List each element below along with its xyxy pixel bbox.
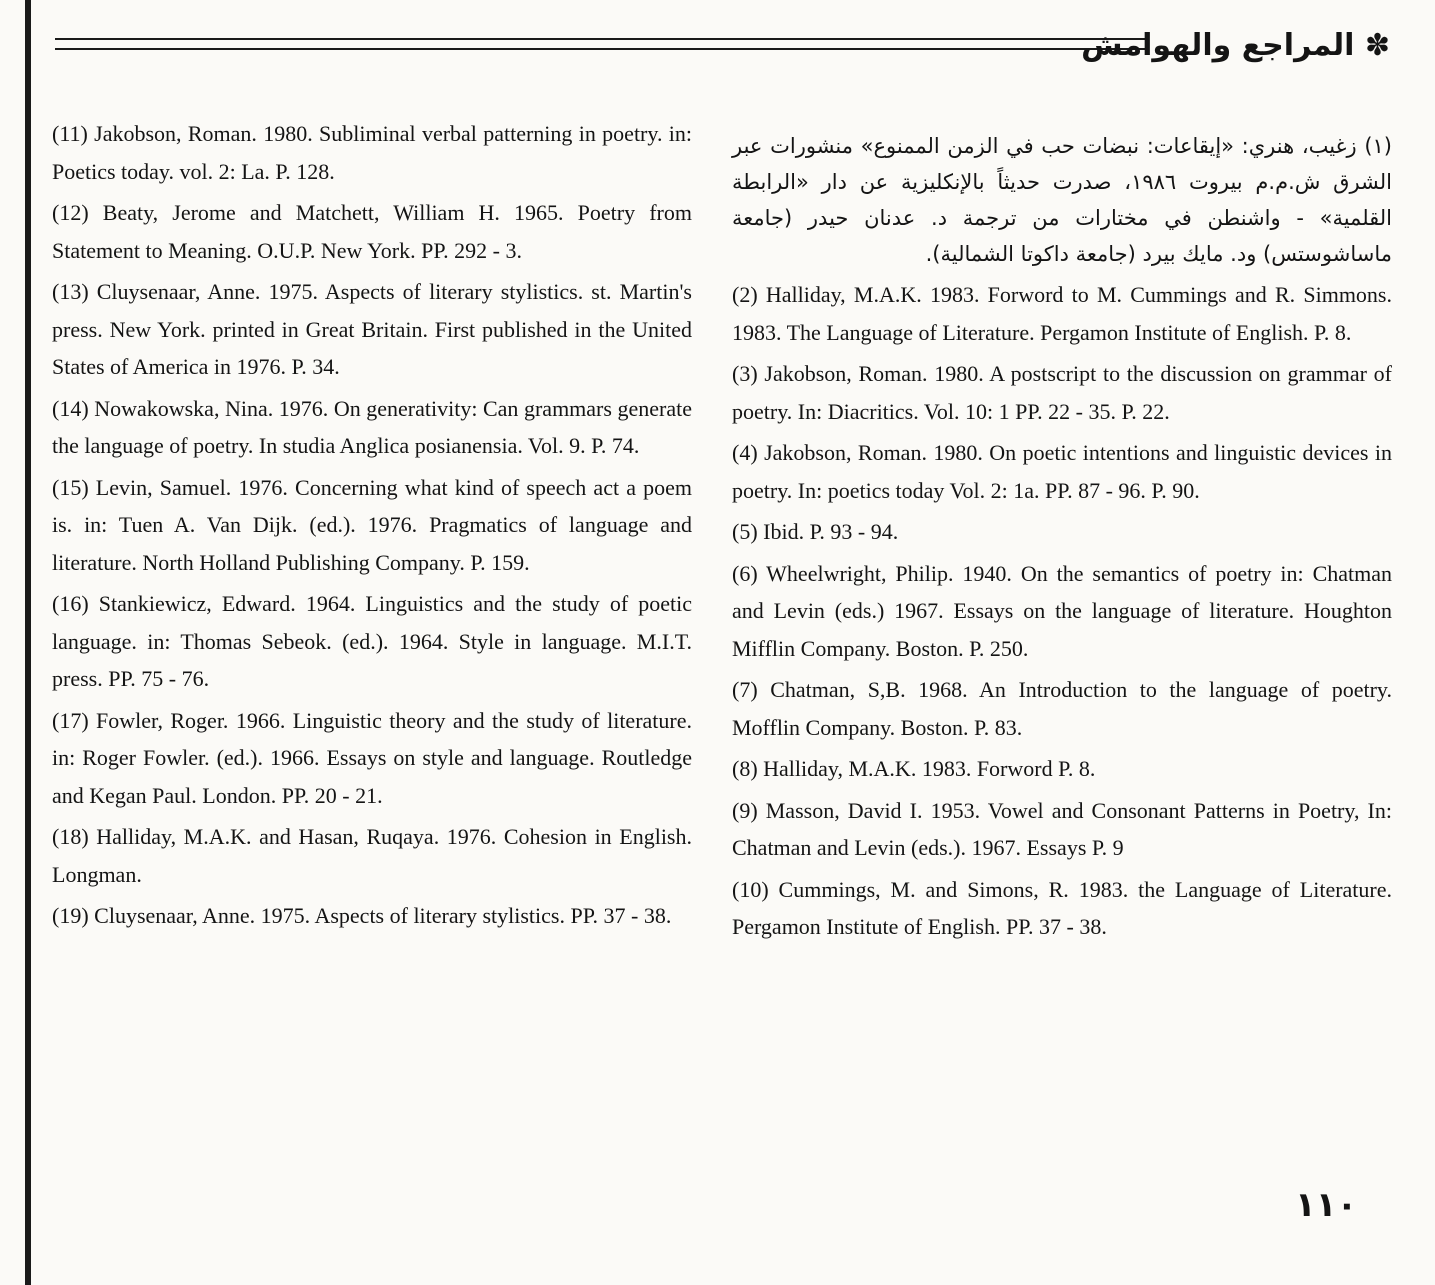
page-number: ١١٠ [1295, 1185, 1358, 1225]
reference-15: (15) Levin, Samuel. 1976. Concerning what kind of speech act a poem is. in: Tuen A. Van Dijk. (ed.). 1976. Pragmatics of language and literature. North Holland Publishing Company. P. 159. [52, 474, 692, 575]
header-rule-top [55, 38, 1145, 40]
reference-2: (2) Halliday, M.A.K. 1983. Forword to M. Cummings and R. Simmons. 1983. The Language of Literature. Pergamon Institute of English. P. 8. [732, 282, 1392, 345]
header-rule-bottom [55, 48, 1145, 50]
reference-4: (4) Jakobson, Roman. 1980. On poetic intentions and linguistic devices in poetry. In: poetics today Vol. 2: 1a. PP. 87 - 96. P. 90. [732, 440, 1392, 503]
reference-8: (8) Halliday, M.A.K. 1983. Forword P. 8. [732, 756, 1096, 781]
section-title: ✽ المراجع والهوامش [1081, 28, 1390, 63]
reference-19: (19) Cluysenaar, Anne. 1975. Aspects of literary stylistics. PP. 37 - 38. [52, 903, 672, 928]
reference-12: (12) Beaty, Jerome and Matchett, William H. 1965. Poetry from Statement to Meaning. O.U.P. New York. PP. 292 - 3. [52, 200, 692, 263]
page-margin-bar [25, 0, 31, 1285]
reference-9: (9) Masson, David I. 1953. Vowel and Consonant Patterns in Poetry, In: Chatman and Levin (eds.). 1967. Essays P. 9 [732, 797, 1392, 860]
references-left-column [52, 115, 692, 935]
references-right-column [732, 128, 1392, 946]
reference-18: (18) Halliday, M.A.K. and Hasan, Ruqaya. 1976. Cohesion in English. Longman. [52, 824, 692, 887]
reference-13: (13) Cluysenaar, Anne. 1975. Aspects of literary stylistics. st. Martin's press. New York. printed in Great Britain. First published in the United States of America in 1976. P. 34. [52, 279, 692, 379]
reference-6: (6) Wheelwright, Philip. 1940. On the semantics of poetry in: Chatman and Levin (eds.) 1967. Essays on the language of literature. Houghton Mifflin Company. Boston. P. 250. [732, 560, 1392, 661]
reference-5: (5) Ibid. P. 93 - 94. [732, 519, 899, 544]
reference-3: (3) Jakobson, Roman. 1980. A postscript to the discussion on grammar of poetry. In: Diacritics. Vol. 10: 1 PP. 22 - 35. P. 22. [732, 361, 1392, 424]
reference-10: (10) Cummings, M. and Simons, R. 1983. the Language of Literature. Pergamon Institute of English. PP. 37 - 38. [732, 876, 1392, 939]
reference-7: (7) Chatman, S,B. 1968. An Introduction to the language of poetry. Mofflin Company. Boston. P. 83. [732, 677, 1392, 740]
reference-14: (14) Nowakowska, Nina. 1976. On generativity: Can grammars generate the language of poetry. In studia Anglica posianensia. Vol. 9. P. 74. [52, 395, 692, 458]
reference-11: (11) Jakobson, Roman. 1980. Subliminal verbal patterning in poetry. in: Poetics today. vol. 2: La. P. 128. [52, 121, 692, 184]
reference-16: (16) Stankiewicz, Edward. 1964. Linguistics and the study of poetic language. in: Thomas Sebeok. (ed.). 1964. Style in language. M.I.T. press. PP. 75 - 76. [52, 591, 692, 691]
reference-1-arabic: (١) زغيب، هنري: «إيقاعات: نبضات حب في الزمن الممنوع» منشورات عبر الشرق ش.م.م بيروت ١٩٨٦، صدرت حديثاً بالإنكليزية عن دار «الرابطة القلمية» - واشنطن في مختارات من ترجمة د. عدنان حيدر (جامعة ماساشوستس) ود. مايك بيرد (جامعة داكوتا الشمالية). [732, 134, 1393, 266]
reference-17: (17) Fowler, Roger. 1966. Linguistic theory and the study of literature. in: Roger Fowler. (ed.). 1966. Essays on style and language. Routledge and Kegan Paul. London. PP. 20 - 21. [52, 707, 692, 808]
